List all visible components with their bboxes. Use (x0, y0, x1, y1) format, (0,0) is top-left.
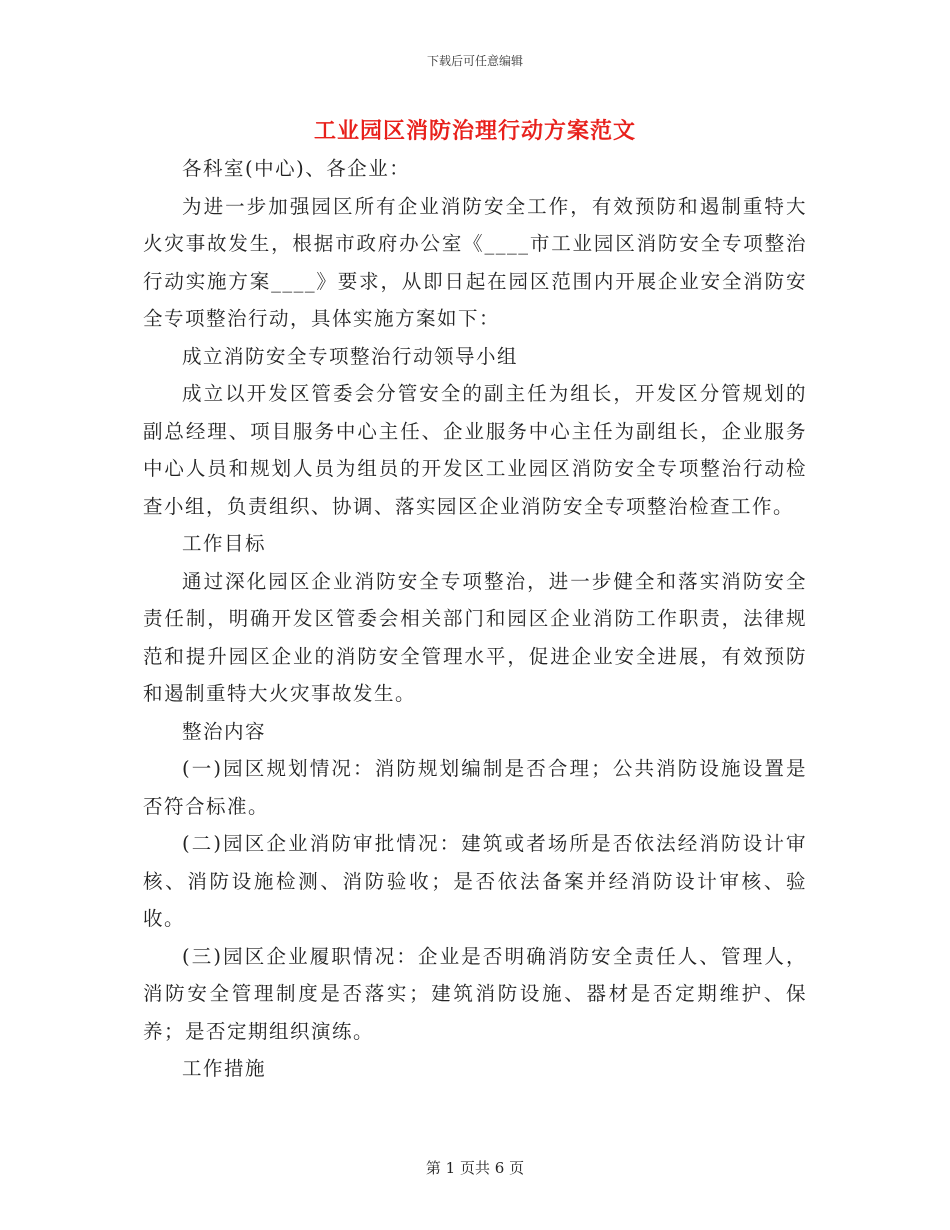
paragraph-content-3: (三)园区企业履职情况：企业是否明确消防安全责任人、管理人，消防安全管理制度是否落实；建筑消防设施、器材是否定期维护、保养；是否定期组织演练。 (143, 944, 807, 1043)
section-heading-content: 整治内容 (182, 719, 267, 743)
page-number: 第 1 页共 6 页 (425, 1159, 525, 1177)
section-heading-leadership: 成立消防安全专项整治行动领导小组 (182, 344, 519, 368)
page-header-note: 下载后可任意编辑 (426, 54, 523, 68)
paragraph-content-1: (一)园区规划情况：消防规划编制是否合理；公共消防设施设置是否符合标准。 (143, 757, 807, 818)
document-title: 工业园区消防治理行动方案范文 (313, 118, 636, 144)
section-heading-measures: 工作措施 (182, 1057, 267, 1080)
paragraph-content-2: (二)园区企业消防审批情况：建筑或者场所是否依法经消防设计审核、消防设施检测、消防验收；是否依法备案并经消防设计审核、验收。 (143, 832, 807, 930)
paragraph-intro: 为进一步加强园区所有企业消防安全工作，有效预防和遏制重特大火灾事故发生，根据市政府办公室《____市工业园区消防安全专项整治行动实施方案____》要求，从即日起在园区范围内开展企业安全消防安全专项整治行动，具体实施方案如下： (143, 194, 807, 330)
document-body (143, 150, 807, 1088)
paragraph-salutation: 各科室(中心)、各企业： (182, 157, 411, 180)
paragraph-leadership: 成立以开发区管委会分管安全的副主任为组长，开发区分管规划的副总经理、项目服务中心主任、企业服务中心主任为副组长，企业服务中心人员和规划人员为组员的开发区工业园区消防安全专项整治行动检查小组，负责组织、协调、落实园区企业消防安全专项整治检查工作。 (143, 382, 807, 518)
section-heading-goals: 工作目标 (182, 532, 267, 555)
paragraph-goals: 通过深化园区企业消防安全专项整治，进一步健全和落实消防安全责任制，明确开发区管委会相关部门和园区企业消防工作职责，法律规范和提升园区企业的消防安全管理水平，促进企业安全进展，有效预防和遏制重特大火灾事故发生。 (143, 569, 807, 705)
